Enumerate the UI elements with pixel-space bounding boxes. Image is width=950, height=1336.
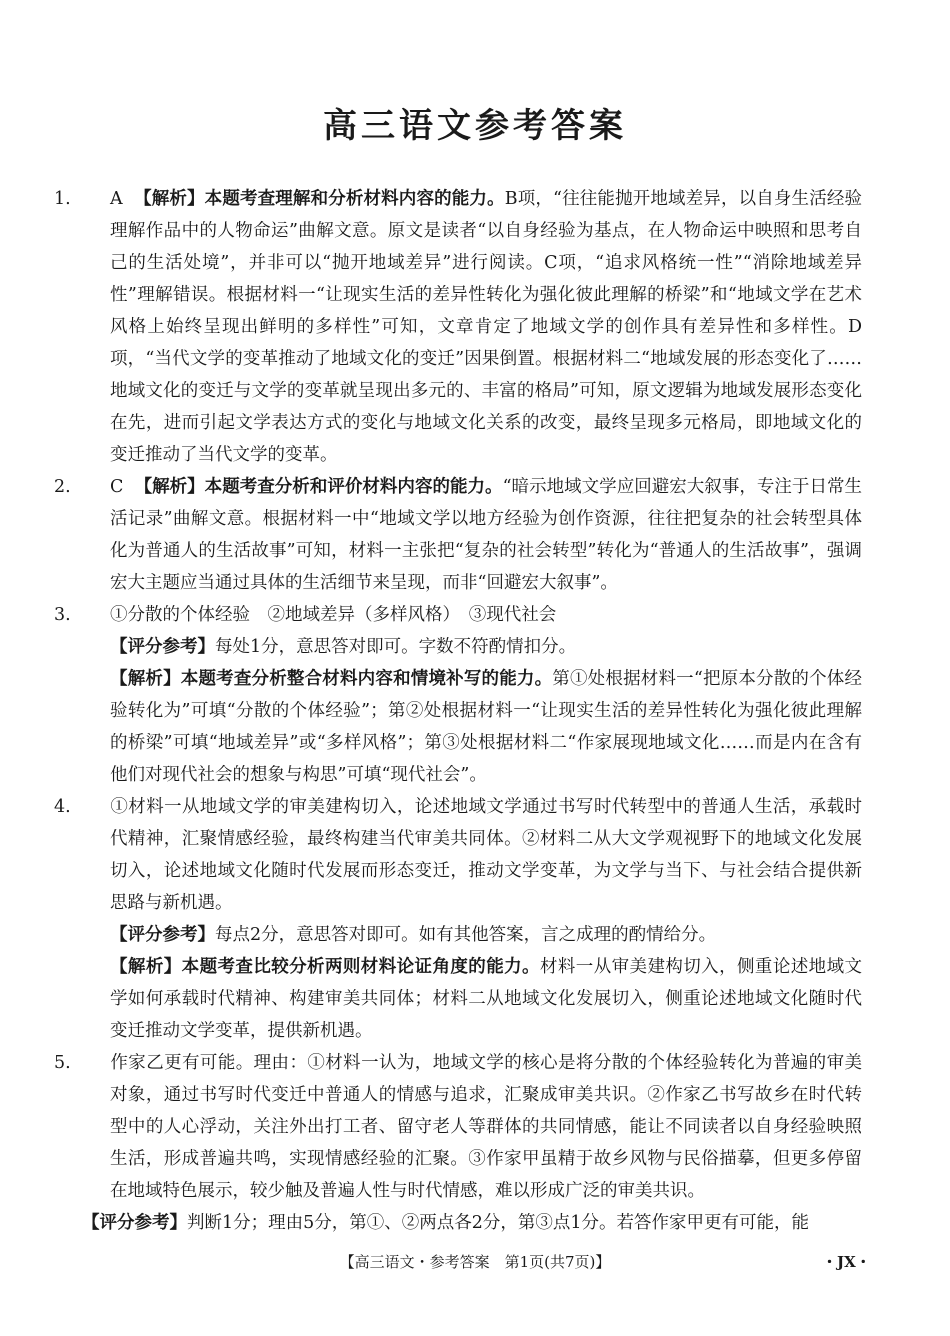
question-number: 1. <box>54 189 71 209</box>
question-number: 2. <box>54 477 71 497</box>
question-5 <box>54 1047 862 1207</box>
answer-content <box>54 183 863 1239</box>
analysis-tag: 【解析】本题考查理解和分析材料内容的能力。 <box>134 189 505 209</box>
analysis-tag: 【解析】本题考查分析和评价材料内容的能力。 <box>134 477 503 497</box>
question-2 <box>54 471 862 599</box>
analysis-tag: 【解析】本题考查比较分析两则材料论证角度的能力。 <box>110 957 540 977</box>
answer-choice: C <box>110 477 124 497</box>
answer-text: 作家乙更有可能。理由：①材料一认为，地域文学的核心是将分散的个体经验转化为普遍的审美对象，通过书写时代变迁中普通人的情感与追求，汇聚成审美共识。②作家乙书写故乡在时代转型中的人心浮动，关注外出打工者、留守老人等群体的共同情感，能让不同读者以自身经验映照生活，形成普遍共鸣，实现情感经验的汇聚。③作家甲虽精于故乡风物与民俗描摹，但更多停留在地域特色展示，较少触及普遍人性与时代情感，难以形成广泛的审美共识。 <box>110 1053 862 1201</box>
scoring-note <box>82 919 862 951</box>
footer-code: ・JX・ <box>822 1253 871 1271</box>
question-number: 4. <box>54 797 71 817</box>
scoring-note <box>82 1207 862 1239</box>
score-tag: 【评分参考】 <box>110 637 215 657</box>
question-number: 5. <box>54 1053 71 1073</box>
analysis-text: B项，“往往能抛开地域差异，以自身生活经验理解作品中的人物命运”曲解文意。原文是读者“以自身经验为基点，在人物命运中映照和思考自己的生活处境”，并非可以“抛开地域差异”进行阅读。C项，“追求风格统一性”“消除地域差异性”理解错误。根据材料一“让现实生活的差异性转化为强化彼此理解的桥梁”和“地域文学在艺术风格上始终呈现出鲜明的多样性”可知，文章肯定了地域文学的创作具有差异性和多样性。D项，“当代文学的变革推动了地域文化的变迁”因果倒置。根据材料二“地域发展的形态变化了……地域文化的变迁与文学的变革就呈现出多元的、丰富的格局”可知，原文逻辑为地域发展形态变化在先，进而引起文学表达方式的变化与地域文化关系的改变，最终呈现多元格局，即地域文化的变迁推动了当代文学的变革。 <box>110 189 863 465</box>
analysis-text: 材料一从审美建构切入，侧重论述地域文学如何承载时代精神、构建审美共同体；材料二从地域文化发展切入，侧重论述地域文化随时代变迁推动文学变革，提供新机遇。 <box>110 957 863 1041</box>
score-tag: 【评分参考】 <box>110 925 215 945</box>
analysis-paragraph <box>82 663 862 791</box>
score-text: 判断1分；理由5分，第①、②两点各2分，第③点1分。若答作家甲更有可能，能 <box>187 1213 810 1233</box>
question-1 <box>54 183 863 471</box>
answer-choice: A <box>110 189 123 209</box>
analysis-paragraph <box>82 951 862 1047</box>
score-tag: 【评分参考】 <box>82 1213 187 1233</box>
page-footer: 【高三语文・参考答案 第1页(共7页)】 <box>339 1253 611 1271</box>
analysis-tag: 【解析】本题考查分析整合材料内容和情境补写的能力。 <box>110 669 553 689</box>
question-4 <box>54 791 862 919</box>
scoring-note <box>82 631 862 663</box>
page-title: 高三语文参考答案 <box>323 106 627 146</box>
question-number: 3. <box>54 605 71 625</box>
score-text: 每处1分，意思答对即可。字数不符酌情扣分。 <box>215 637 577 657</box>
score-text: 每点2分，意思答对即可。如有其他答案，言之成理的酌情给分。 <box>215 925 717 945</box>
analysis-text: 第①处根据材料一“把原本分散的个体经验转化为”可填“分散的个体经验”；第②处根据材料一“让现实生活的差异性转化为强化彼此理解的桥梁”可填“地域差异”或“多样风格”；第③处根据材料二“作家展现地域文化……而是内在含有他们对现代社会的想象与构思”可填“现代社会”。 <box>110 669 862 785</box>
answer-text: ①分散的个体经验 ②地域差异（多样风格） ③现代社会 <box>110 605 557 625</box>
answer-text: ①材料一从地域文学的审美建构切入，论述地域文学通过书写时代转型中的普通人生活，承载时代精神，汇聚情感经验，最终构建当代审美共同体。②材料二从大文学观视野下的地域文化发展切入，论述地域文化随时代发展而形态变迁，推动文学变革，为文学与当下、与社会结合提供新思路与新机遇。 <box>110 797 862 913</box>
analysis-text: “暗示地域文学应回避宏大叙事，专注于日常生活记录”曲解文意。根据材料一中“地域文学以地方经验为创作资源，往往把复杂的社会转型具体化为普通人的生活故事”可知，材料一主张把“复杂的社会转型”转化为“普通人的生活故事”，强调宏大主题应当通过具体的生活细节来呈现，而非“回避宏大叙事”。 <box>110 477 862 593</box>
question-3 <box>54 599 862 631</box>
